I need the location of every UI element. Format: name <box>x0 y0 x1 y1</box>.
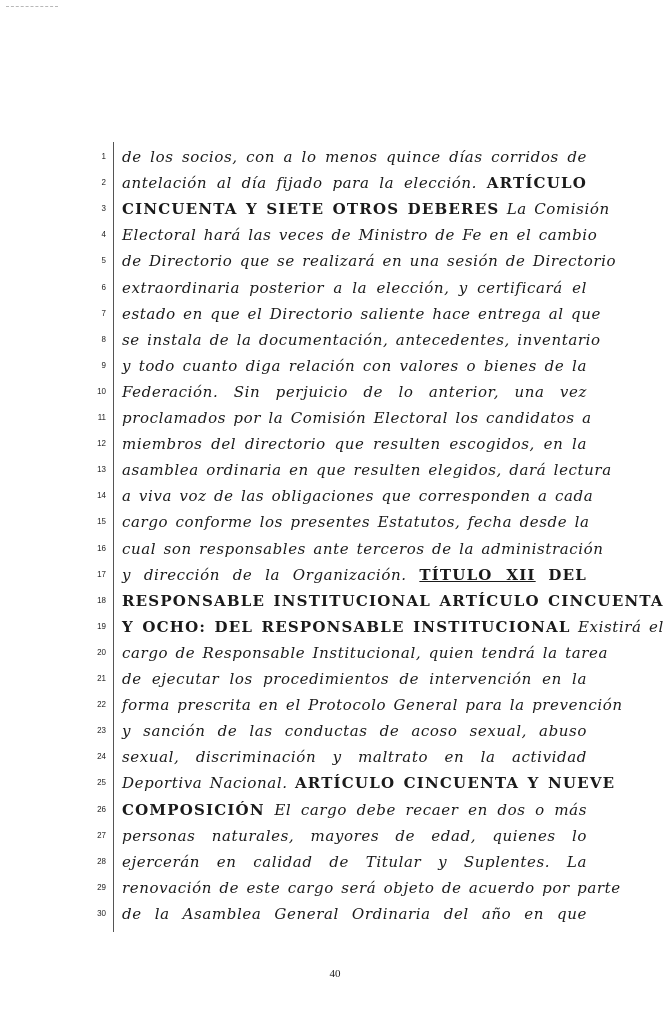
bold-heading-text: CINCUENTA Y SIETE OTROS DEBERES <box>122 200 500 219</box>
line-number: 6 <box>101 282 106 292</box>
body-text: Existirá el <box>570 617 664 636</box>
line-text <box>122 250 617 272</box>
line-text <box>122 590 664 612</box>
bold-heading-text: RESPONSABLE INSTITUCIONAL ARTÍCULO CINCUENTA <box>122 591 664 610</box>
line-number: 11 <box>97 413 106 422</box>
document-line <box>0 329 670 355</box>
line-text <box>122 799 587 821</box>
document-line <box>0 277 670 303</box>
line-text <box>122 198 610 220</box>
line-number: 14 <box>97 491 106 501</box>
body-text: estado en que el Directorio saliente hace entrega al que <box>122 304 601 323</box>
line-number: 22 <box>97 700 106 710</box>
line-text <box>122 485 594 507</box>
line-text <box>122 407 592 429</box>
line-number: 3 <box>101 204 106 214</box>
body-text: y todo cuanto diga relación con valores o bienes de la <box>122 356 587 375</box>
line-text <box>122 616 664 638</box>
line-number: 24 <box>97 752 106 762</box>
bold-heading-text: TÍTULO XII <box>419 565 536 584</box>
line-text <box>122 511 590 533</box>
line-number: 5 <box>101 256 106 266</box>
bold-heading-text: COMPOSICIÓN <box>122 800 265 819</box>
line-number: 30 <box>97 908 106 918</box>
line-text <box>122 825 587 847</box>
document-line <box>0 538 670 564</box>
bold-heading-text: DEL <box>548 565 587 584</box>
line-number: 19 <box>97 621 106 631</box>
line-text <box>122 668 587 690</box>
document-line <box>0 564 670 590</box>
line-text <box>122 642 609 664</box>
document-line <box>0 224 670 250</box>
body-text: y dirección de la Organización. <box>122 565 420 584</box>
document-line <box>0 903 670 929</box>
bold-heading-text: ARTÍCULO <box>486 174 587 193</box>
line-number: 23 <box>97 726 106 736</box>
document-line <box>0 851 670 877</box>
line-number: 16 <box>97 543 106 553</box>
body-text: extraordinaria posterior a la elección, y certificará el <box>122 278 587 297</box>
body-text: Federación. Sin perjuicio de lo anterior, una vez <box>122 382 587 401</box>
body-text: miembros del directorio que resulten escogidos, en la <box>122 435 587 454</box>
document-line <box>0 694 670 720</box>
line-text <box>122 538 604 560</box>
line-number: 17 <box>97 569 106 579</box>
line-number: 8 <box>101 334 106 344</box>
line-number: 15 <box>97 517 106 527</box>
document-line <box>0 642 670 668</box>
document-line <box>0 459 670 485</box>
body-text: sexual, discriminación y maltrato en la actividad <box>122 748 587 767</box>
body-text: El cargo debe recaer en dos o más <box>264 800 587 819</box>
line-number: 21 <box>97 674 106 683</box>
document-line <box>0 433 670 459</box>
document-line <box>0 250 670 276</box>
line-text <box>122 277 587 299</box>
line-text <box>122 172 587 194</box>
document-line <box>0 381 670 407</box>
line-text <box>122 772 616 794</box>
body-text: de la Asamblea General Ordinaria del año en que <box>122 904 587 923</box>
body-text: La Comisión <box>499 200 610 219</box>
document-line <box>0 772 670 798</box>
line-number: 12 <box>97 439 106 449</box>
bold-heading-text: ARTÍCULO CINCUENTA Y NUEVE <box>294 774 616 793</box>
document-line <box>0 146 670 172</box>
line-number: 29 <box>97 882 106 892</box>
body-text: asamblea ordinaria en que resulten elegidos, dará lectura <box>122 461 612 480</box>
line-number: 28 <box>97 856 106 866</box>
line-text <box>122 903 587 925</box>
body-text: cargo de Responsable Institucional, quien tendrá la tarea <box>122 643 609 662</box>
document-line <box>0 303 670 329</box>
document-line <box>0 799 670 825</box>
line-text <box>122 355 587 377</box>
scan-artifact <box>6 6 58 7</box>
body-text: de los socios, con a lo menos quince días corridos de <box>122 148 587 166</box>
line-number: 10 <box>97 386 106 396</box>
line-number: 27 <box>97 830 106 840</box>
line-number: 18 <box>97 595 106 605</box>
document-line <box>0 172 670 198</box>
line-text <box>122 851 587 873</box>
document-line <box>0 198 670 224</box>
body-text: se instala de la documentación, antecedentes, inventario <box>122 330 601 349</box>
body-text: Electoral hará las veces de Ministro de Fe en el cambio <box>122 226 598 245</box>
document-line <box>0 668 670 694</box>
line-number: 26 <box>97 804 106 814</box>
line-number: 25 <box>97 778 106 788</box>
body-text <box>536 566 549 584</box>
body-text: cual son responsables ante terceros de la administración <box>122 539 604 558</box>
body-text: Deportiva Nacional. <box>122 774 295 793</box>
line-text <box>122 433 587 455</box>
document-line <box>0 720 670 746</box>
body-text: renovación de este cargo será objeto de acuerdo por parte <box>122 878 621 897</box>
line-text <box>122 329 601 351</box>
line-number: 9 <box>101 360 106 370</box>
document-line <box>0 355 670 381</box>
line-text <box>122 303 601 325</box>
line-number: 13 <box>97 465 106 475</box>
line-text <box>122 146 587 168</box>
body-text: y sanción de las conductas de acoso sexual, abuso <box>122 722 587 741</box>
document-line <box>0 485 670 511</box>
page-number: 40 <box>329 968 341 980</box>
body-text: antelación al día fijado para la elección. <box>122 174 487 193</box>
bold-heading-text: Y OCHO: DEL RESPONSABLE INSTITUCIONAL <box>122 617 571 636</box>
document-line <box>0 746 670 772</box>
body-text: ejercerán en calidad de Titular y Suplentes. La <box>122 852 587 871</box>
line-number: 20 <box>97 647 106 657</box>
line-number: 2 <box>101 178 106 188</box>
line-text <box>122 564 587 586</box>
document-line <box>0 407 670 433</box>
line-number: 1 <box>101 152 106 161</box>
body-text: proclamados por la Comisión Electoral los candidatos a <box>122 409 592 427</box>
line-text <box>122 877 621 899</box>
line-text <box>122 746 587 768</box>
document-line <box>0 877 670 903</box>
line-text <box>122 224 598 246</box>
body-text: personas naturales, mayores de edad, quienes lo <box>122 826 587 845</box>
document-line <box>0 590 670 616</box>
line-number: 7 <box>101 308 106 318</box>
document-line <box>0 511 670 537</box>
document-line <box>0 616 670 642</box>
line-number: 4 <box>101 230 106 240</box>
body-text: de ejecutar los procedimientos de intervención en la <box>122 670 587 688</box>
body-text: forma prescrita en el Protocolo General para la prevención <box>122 696 623 715</box>
body-text: de Directorio que se realizará en una sesión de Directorio <box>122 252 617 271</box>
line-text <box>122 381 587 403</box>
document-line <box>0 825 670 851</box>
line-text <box>122 459 612 481</box>
line-text <box>122 720 587 742</box>
line-text <box>122 694 623 716</box>
body-text: a viva voz de las obligaciones que corresponden a cada <box>122 487 594 506</box>
body-text: cargo conforme los presentes Estatutos, fecha desde la <box>122 513 590 532</box>
